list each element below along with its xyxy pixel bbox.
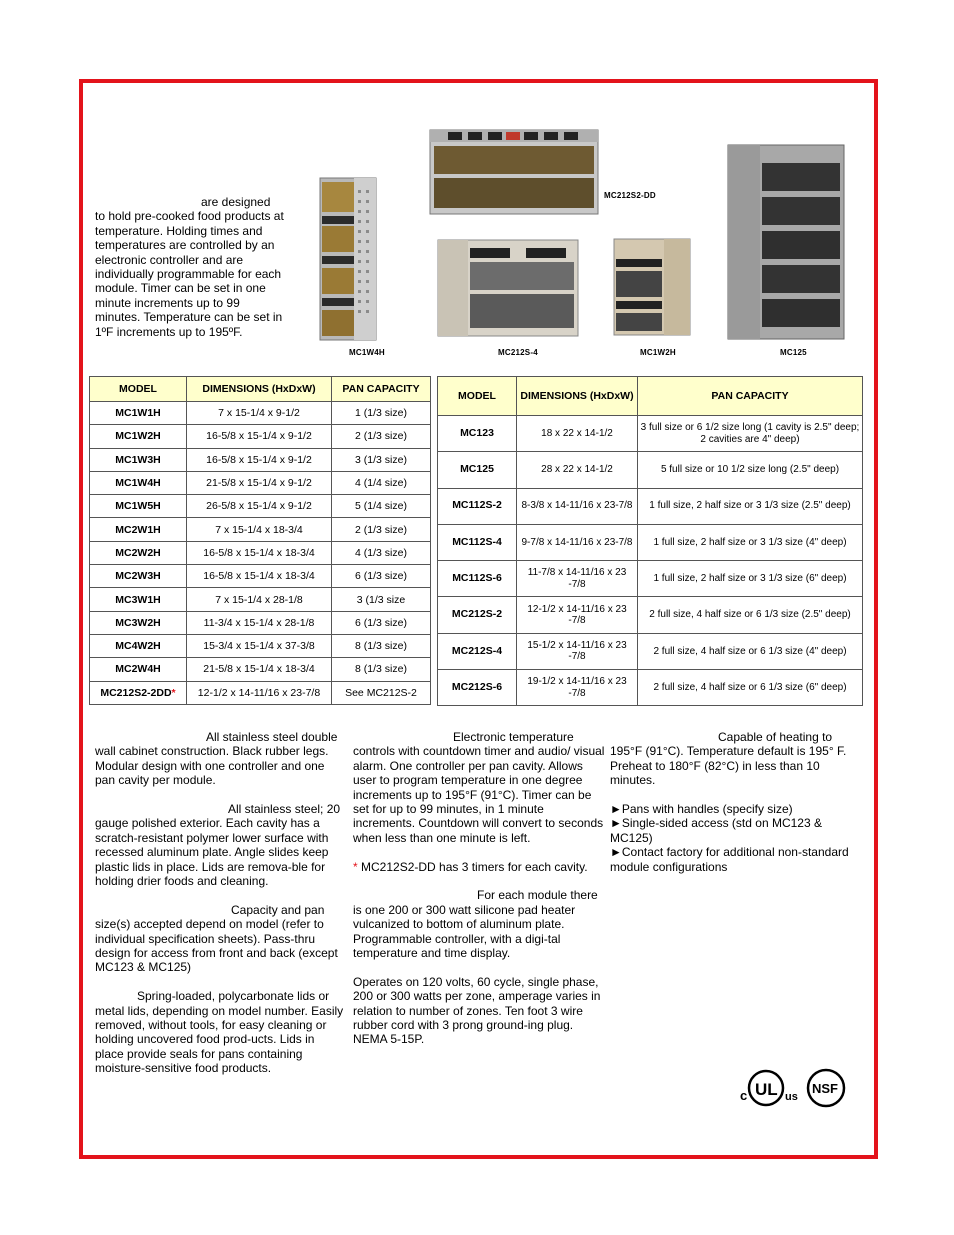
table-row xyxy=(438,488,863,524)
table-row xyxy=(438,452,863,488)
table-row xyxy=(90,541,431,564)
cul-us-letters: us xyxy=(785,1091,798,1103)
mc212s4-photo xyxy=(436,238,580,340)
header-model: MODEL xyxy=(438,377,517,416)
model-cell: MC212S-6 xyxy=(438,670,517,706)
dimensions-cell: 16-5/8 x 15-1/4 x 9-1/2 xyxy=(187,448,332,471)
capacity-cell: 1 full size, 2 half size or 3 1/3 size (4" deep) xyxy=(638,524,863,560)
capacity-cell: 3 full size or 6 1/2 size long (1 cavity is 2.5" deep; 2 cavities are 4" deep) xyxy=(638,416,863,452)
mc125-photo xyxy=(726,143,848,343)
model-cell: MC112S-2 xyxy=(438,488,517,524)
table-header-row xyxy=(90,377,431,402)
column-3 xyxy=(610,730,862,874)
controls-text: Electronic temperature controls with countdown timer and audio/ visual alarm. One controller per pan cavity. Allows user to program temperature in one degree increments up to 195°F (91°C). Timer can be set for up to 99 minutes, in 1 minute increments. Countdown will convert to seconds when less than one minute is left. xyxy=(353,730,605,845)
ul-logo-text: UL xyxy=(755,1080,778,1099)
capacity-cell: 4 (1/4 size) xyxy=(332,471,431,494)
model-cell: MC3W1H xyxy=(90,588,187,611)
table-row xyxy=(90,495,431,518)
caption-mc125: MC125 xyxy=(780,348,807,357)
model-cell: MC3W2H xyxy=(90,611,187,634)
caption-mc1w2h: MC1W2H xyxy=(640,348,676,357)
dimensions-cell: 16-5/8 x 15-1/4 x 18-3/4 xyxy=(187,565,332,588)
caption-mc212s4: MC212S-4 xyxy=(498,348,538,357)
capacity-cell: 5 (1/4 size) xyxy=(332,495,431,518)
note-text: MC212S2-DD has 3 timers for each cavity. xyxy=(357,859,588,874)
dimensions-cell: 15-3/4 x 15-1/4 x 37-3/8 xyxy=(187,634,332,657)
dimensions-cell: 7 x 15-1/4 x 18-3/4 xyxy=(187,518,332,541)
model-cell: MC1W3H xyxy=(90,448,187,471)
table-row xyxy=(90,425,431,448)
dimensions-cell: 21-5/8 x 15-1/4 x 9-1/2 xyxy=(187,471,332,494)
table-row xyxy=(438,633,863,669)
exterior-text: All stainless steel; 20 gauge polished exterior. Each cavity has a scratch-resistant polymer lower surface with recessed aluminum plate. Angle slides keep plastic lids in place. Lids are remova-ble for holding drier foods and cleaning. xyxy=(95,802,341,889)
dimensions-cell: 12-1/2 x 14-11/16 x 23-7/8 xyxy=(187,681,332,704)
model-cell: MC125 xyxy=(438,452,517,488)
table-row xyxy=(90,588,431,611)
capacity-cell: 2 (1/3 size) xyxy=(332,425,431,448)
table-row xyxy=(90,471,431,494)
table-row xyxy=(438,524,863,560)
capacity-cell: 1 (1/3 size) xyxy=(332,402,431,425)
capacity-cell: 8 (1/3 size) xyxy=(332,634,431,657)
table-row xyxy=(438,670,863,706)
electrical-text: Operates on 120 volts, 60 cycle, single phase, 200 or 300 watts per zone, amperage varies in relation to number of zones. Ten foot 3 wire rubber cord with 3 prong ground-ing plug. NEMA 5-15P. xyxy=(353,974,601,1047)
model-cell: MC1W5H xyxy=(90,495,187,518)
capacity-cell: See MC212S-2 xyxy=(332,681,431,704)
capacity-cell: 1 full size, 2 half size or 3 1/3 size (6" deep) xyxy=(638,561,863,597)
controller-note xyxy=(353,860,605,874)
capacity-cell: 4 (1/3 size) xyxy=(332,541,431,564)
capacity-cell: 5 full size or 10 1/2 size long (2.5" deep) xyxy=(638,452,863,488)
model-cell: MC1W2H xyxy=(90,425,187,448)
model-cell xyxy=(90,681,187,704)
option-item: ►Contact factory for additional non-standard module configurations xyxy=(610,845,849,874)
model-cell: MC4W2H xyxy=(90,634,187,657)
model-cell: MC1W1H xyxy=(90,402,187,425)
construction-text: All stainless steel double wall cabinet construction. Black rubber legs. Modular design with one controller and one pan cavity per module. xyxy=(95,730,338,788)
spec-table-1 xyxy=(89,376,431,705)
capacity-cell: 3 (1/3 size) xyxy=(332,448,431,471)
table-row xyxy=(90,448,431,471)
table-row xyxy=(90,565,431,588)
dimensions-cell: 21-5/8 x 15-1/4 x 18-3/4 xyxy=(187,658,332,681)
dimensions-cell: 11-3/4 x 15-1/4 x 28-1/8 xyxy=(187,611,332,634)
cul-c-letter: c xyxy=(740,1088,748,1103)
header-model: MODEL xyxy=(90,377,187,402)
table-row xyxy=(438,597,863,633)
mc1w2h-photo xyxy=(612,237,694,339)
model-cell: MC2W3H xyxy=(90,565,187,588)
capacity-cell: 2 full size, 4 half size or 6 1/3 size (4" deep) xyxy=(638,633,863,669)
option-item: ►Single-sided access (std on MC123 & MC125) xyxy=(610,816,822,845)
table-row xyxy=(90,402,431,425)
dimensions-cell: 12-1/2 x 14-11/16 x 23 -7/8 xyxy=(517,597,638,633)
model-cell: MC2W1H xyxy=(90,518,187,541)
capacity-cell: 1 full size, 2 half size or 3 1/3 size (2.5" deep) xyxy=(638,488,863,524)
column-2 xyxy=(353,730,605,1061)
model-cell: MC2W2H xyxy=(90,541,187,564)
model-cell: MC123 xyxy=(438,416,517,452)
header-dimensions: DIMENSIONS (HxDxW) xyxy=(517,377,638,416)
option-item: ►Pans with handles (specify size) xyxy=(610,802,793,817)
table-row xyxy=(90,658,431,681)
dimensions-cell: 16-5/8 x 15-1/4 x 18-3/4 xyxy=(187,541,332,564)
heating-text: For each module there is one 200 or 300 watt silicone pad heater vulcanized to bottom of aluminum plate. Programmable controller, with a digi-tal temperature and time display. xyxy=(353,888,598,961)
model-cell: MC212S-4 xyxy=(438,633,517,669)
model-cell: MC112S-6 xyxy=(438,561,517,597)
table-row xyxy=(438,416,863,452)
capacity-cell: 6 (1/3 size) xyxy=(332,611,431,634)
certification-logos xyxy=(740,1068,852,1108)
header-pan-capacity: PAN CAPACITY xyxy=(638,377,863,416)
spec-table-2 xyxy=(437,376,863,706)
lids-text: Spring-loaded, polycarbonate lids or metal lids, depending on model number. Easily removed, without tools, for easy cleaning or holding uncovered food prod-ucts. Lids in place provide seals for pans containing moisture-sensitive food products. xyxy=(95,989,344,1076)
capacity-cell: 6 (1/3 size) xyxy=(332,565,431,588)
intro-body: to hold pre-cooked food products at temperature. Holding times and temperatures are controlled by an electronic controller and are individually programmable for each module. Timer can be set in one minute increments up to 99 minutes. Temperature can be set in 1ºF increments up to 195ºF. xyxy=(95,209,284,339)
temperature-text: Capable of heating to 195°F (91°C). Temperature default is 195° F. Preheat to 180°F (82°C) in less than 10 minutes. xyxy=(610,730,847,788)
nsf-logo-text: NSF xyxy=(812,1081,838,1096)
mc1w4h-photo xyxy=(318,176,380,344)
dimensions-cell: 8-3/8 x 14-11/16 x 23-7/8 xyxy=(517,488,638,524)
table-row xyxy=(438,561,863,597)
footnote-asterisk: * xyxy=(171,686,176,699)
mc212s2dd-photo xyxy=(428,128,600,218)
model-cell: MC1W4H xyxy=(90,471,187,494)
dimensions-cell: 28 x 22 x 14-1/2 xyxy=(517,452,638,488)
capacity-text: Capacity and pan size(s) accepted depend on model (refer to individual specification sheets). Pass-thru design for access from front and back (except MC123 & MC125) xyxy=(95,902,338,975)
dimensions-cell: 26-5/8 x 15-1/4 x 9-1/2 xyxy=(187,495,332,518)
table-row xyxy=(90,611,431,634)
capacity-cell: 8 (1/3 size) xyxy=(332,658,431,681)
capacity-cell: 3 (1/3 size xyxy=(332,588,431,611)
header-pan-capacity: PAN CAPACITY xyxy=(332,377,431,402)
intro-text xyxy=(95,195,285,339)
caption-mc212s2dd: MC212S2-DD xyxy=(604,191,656,200)
model-cell: MC112S-4 xyxy=(438,524,517,560)
dimensions-cell: 15-1/2 x 14-11/16 x 23 -7/8 xyxy=(517,633,638,669)
dimensions-cell: 19-1/2 x 14-11/16 x 23 -7/8 xyxy=(517,670,638,706)
table-header-row xyxy=(438,377,863,416)
intro-line1: are designed xyxy=(201,195,271,209)
dimensions-cell: 16-5/8 x 15-1/4 x 9-1/2 xyxy=(187,425,332,448)
capacity-cell: 2 full size, 4 half size or 6 1/3 size (2.5" deep) xyxy=(638,597,863,633)
caption-mc1w4h: MC1W4H xyxy=(349,348,385,357)
dimensions-cell: 7 x 15-1/4 x 28-1/8 xyxy=(187,588,332,611)
note-asterisk: * xyxy=(353,859,358,874)
model-name: MC212S2-2DD xyxy=(100,686,172,699)
dimensions-cell: 11-7/8 x 14-11/16 x 23 -7/8 xyxy=(517,561,638,597)
column-1 xyxy=(95,730,345,1090)
model-cell: MC2W4H xyxy=(90,658,187,681)
table-row xyxy=(90,681,431,704)
model-cell: MC212S-2 xyxy=(438,597,517,633)
header-dimensions: DIMENSIONS (HxDxW) xyxy=(187,377,332,402)
table-row xyxy=(90,518,431,541)
dimensions-cell: 7 x 15-1/4 x 9-1/2 xyxy=(187,402,332,425)
capacity-cell: 2 full size, 4 half size or 6 1/3 size (6" deep) xyxy=(638,670,863,706)
dimensions-cell: 18 x 22 x 14-1/2 xyxy=(517,416,638,452)
dimensions-cell: 9-7/8 x 14-11/16 x 23-7/8 xyxy=(517,524,638,560)
capacity-cell: 2 (1/3 size) xyxy=(332,518,431,541)
options-list xyxy=(610,802,862,874)
table-row xyxy=(90,634,431,657)
